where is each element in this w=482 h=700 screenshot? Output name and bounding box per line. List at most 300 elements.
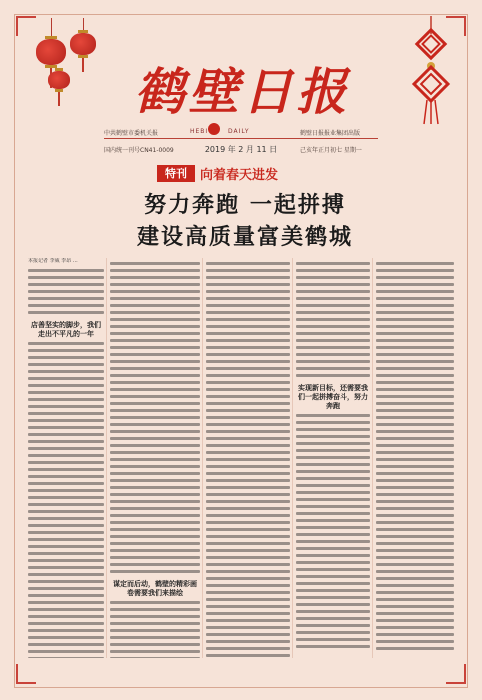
text-line: [376, 514, 454, 517]
text-line: [28, 475, 104, 478]
text-line: [296, 491, 370, 494]
text-line: [28, 304, 104, 307]
text-line: [206, 297, 290, 300]
text-line: [376, 570, 454, 573]
text-line: [296, 318, 370, 321]
text-line: [110, 437, 200, 440]
text-line: [28, 615, 104, 618]
article-column: [110, 258, 200, 658]
text-line: [110, 500, 200, 503]
text-line: [296, 463, 370, 466]
text-line: [376, 451, 454, 454]
text-line: [206, 290, 290, 293]
text-line: [28, 594, 104, 597]
text-line: [28, 573, 104, 576]
text-line: [296, 297, 370, 300]
text-line: [28, 391, 104, 394]
text-line: [296, 262, 370, 265]
text-line: [206, 542, 290, 545]
text-line: [376, 437, 454, 440]
special-title: 向着春天进发: [200, 168, 279, 183]
text-line: [376, 416, 454, 419]
text-line: [296, 547, 370, 550]
text-line: [376, 591, 454, 594]
text-line: [206, 591, 290, 594]
text-line: [296, 442, 370, 445]
text-line: [296, 360, 370, 363]
text-line: [206, 388, 290, 391]
text-line: [296, 484, 370, 487]
chinese-knot-icon: [408, 16, 454, 126]
text-line: [206, 458, 290, 461]
text-line: [296, 505, 370, 508]
text-line: [376, 367, 454, 370]
column-divider: [292, 258, 293, 658]
text-line: [28, 531, 104, 534]
text-line: [110, 451, 200, 454]
text-line: [376, 409, 454, 412]
text-line: [28, 461, 104, 464]
text-line: [206, 493, 290, 496]
text-line: [376, 325, 454, 328]
text-line: [296, 638, 370, 641]
text-line: [110, 465, 200, 468]
text-line: [206, 276, 290, 279]
text-line: [206, 374, 290, 377]
text-line: [296, 596, 370, 599]
lunar-date: 己亥年正月初七 星期一: [300, 147, 362, 154]
text-line: [376, 290, 454, 293]
text-line: [110, 325, 200, 328]
text-line: [296, 332, 370, 335]
text-line: [376, 647, 454, 650]
text-line: [296, 269, 370, 272]
article-column: [28, 258, 104, 658]
text-line: [28, 356, 104, 359]
text-line: [296, 533, 370, 536]
text-line: [110, 430, 200, 433]
text-line: [376, 430, 454, 433]
text-line: [110, 486, 200, 489]
text-line: [28, 377, 104, 380]
text-line: [206, 479, 290, 482]
text-line: [206, 465, 290, 468]
text-line: [110, 493, 200, 496]
text-line: [376, 619, 454, 622]
text-line: [110, 570, 200, 573]
text-line: [376, 283, 454, 286]
text-line: [376, 388, 454, 391]
text-line: [28, 657, 104, 658]
article-column: [296, 258, 370, 658]
text-line: [376, 479, 454, 482]
text-line: [376, 640, 454, 643]
text-line: [296, 610, 370, 613]
text-line: [296, 290, 370, 293]
text-line: [28, 636, 104, 639]
text-line: [376, 549, 454, 552]
text-line: [206, 563, 290, 566]
text-line: [376, 563, 454, 566]
text-line: [206, 262, 290, 265]
text-line: [28, 552, 104, 555]
text-line: [296, 617, 370, 620]
text-line: [28, 496, 104, 499]
text-line: [376, 444, 454, 447]
text-line: [206, 486, 290, 489]
text-line: [28, 524, 104, 527]
text-line: [110, 650, 200, 653]
text-line: [110, 458, 200, 461]
text-line: [296, 374, 370, 377]
text-line: [28, 559, 104, 562]
text-line: [28, 566, 104, 569]
text-line: [28, 370, 104, 373]
text-line: [28, 384, 104, 387]
text-line: [110, 636, 200, 639]
text-line: [376, 276, 454, 279]
text-line: [110, 297, 200, 300]
corner-ornament: [16, 664, 36, 684]
section-subhead: 谋定而后动，鹤壁的精彩画卷需要我们来描绘: [113, 579, 197, 597]
text-line: [296, 311, 370, 314]
issn-line: 国内统一刊号CN41-0009: [104, 147, 174, 154]
text-line: [28, 349, 104, 352]
text-line: [206, 605, 290, 608]
text-line: [206, 269, 290, 272]
text-line: [110, 507, 200, 510]
lantern-icon: [70, 18, 96, 78]
text-line: [206, 353, 290, 356]
text-line: [206, 451, 290, 454]
text-line: [110, 402, 200, 405]
text-line: [376, 311, 454, 314]
text-line: [296, 367, 370, 370]
text-line: [110, 290, 200, 293]
text-line: [376, 395, 454, 398]
text-line: [28, 433, 104, 436]
text-line: [296, 554, 370, 557]
text-line: [296, 414, 370, 417]
text-line: [296, 304, 370, 307]
text-line: [110, 339, 200, 342]
text-line: [28, 608, 104, 611]
text-line: [206, 423, 290, 426]
column-divider: [106, 258, 107, 658]
text-line: [296, 477, 370, 480]
text-line: [28, 510, 104, 513]
text-line: [28, 412, 104, 415]
text-line: [206, 570, 290, 573]
text-line: [110, 283, 200, 286]
text-line: [376, 374, 454, 377]
text-line: [296, 589, 370, 592]
text-line: [296, 568, 370, 571]
corner-ornament: [16, 16, 36, 36]
text-line: [206, 346, 290, 349]
text-line: [28, 311, 104, 314]
masthead-title: 鹤壁日报: [134, 62, 351, 121]
text-line: [28, 454, 104, 457]
text-line: [296, 603, 370, 606]
article-column: [206, 258, 290, 658]
text-line: [206, 507, 290, 510]
text-line: [110, 514, 200, 517]
text-line: [376, 500, 454, 503]
text-line: [110, 276, 200, 279]
text-line: [376, 423, 454, 426]
text-line: [28, 283, 104, 286]
text-line: [110, 269, 200, 272]
text-line: [206, 325, 290, 328]
text-line: [376, 346, 454, 349]
text-line: [110, 556, 200, 559]
text-line: [296, 631, 370, 634]
column-divider: [202, 258, 203, 658]
text-line: [376, 332, 454, 335]
text-line: [376, 339, 454, 342]
text-line: [110, 318, 200, 321]
text-line: [296, 561, 370, 564]
text-line: [206, 430, 290, 433]
text-line: [376, 353, 454, 356]
text-line: [28, 538, 104, 541]
text-line: [376, 486, 454, 489]
text-line: [28, 426, 104, 429]
text-line: [296, 325, 370, 328]
text-line: [206, 416, 290, 419]
text-line: [28, 419, 104, 422]
text-line: [296, 283, 370, 286]
text-line: [206, 577, 290, 580]
text-line: [376, 262, 454, 265]
text-line: [296, 645, 370, 648]
text-line: [296, 582, 370, 585]
text-line: [28, 580, 104, 583]
text-line: [376, 605, 454, 608]
corner-ornament: [446, 664, 466, 684]
text-line: [206, 654, 290, 657]
text-line: [110, 409, 200, 412]
text-line: [28, 545, 104, 548]
text-line: [376, 535, 454, 538]
text-line: [296, 353, 370, 356]
text-line: [28, 482, 104, 485]
special-tag: 特刊: [157, 165, 195, 182]
text-line: [376, 297, 454, 300]
text-line: [296, 339, 370, 342]
text-line: [376, 465, 454, 468]
text-line: [206, 633, 290, 636]
text-line: [206, 626, 290, 629]
text-line: [376, 528, 454, 531]
text-line: [206, 514, 290, 517]
text-line: [110, 332, 200, 335]
text-line: [296, 575, 370, 578]
text-line: [28, 269, 104, 272]
column-divider: [372, 258, 373, 658]
text-line: [206, 528, 290, 531]
text-line: [110, 381, 200, 384]
text-line: [296, 421, 370, 424]
text-line: [110, 622, 200, 625]
text-line: [296, 428, 370, 431]
text-line: [206, 619, 290, 622]
text-line: [296, 540, 370, 543]
text-line: [206, 381, 290, 384]
text-line: [110, 311, 200, 314]
text-line: [28, 468, 104, 471]
lantern-icon: [48, 68, 70, 118]
text-line: [110, 416, 200, 419]
text-line: [28, 297, 104, 300]
publisher-line: 中共鹤壁市委机关报: [104, 130, 159, 137]
text-line: [376, 598, 454, 601]
text-line: [110, 360, 200, 363]
text-line: [206, 535, 290, 538]
text-line: [376, 318, 454, 321]
text-line: [110, 479, 200, 482]
text-line: [110, 472, 200, 475]
text-line: [296, 346, 370, 349]
text-line: [206, 367, 290, 370]
text-line: [296, 519, 370, 522]
text-line: [110, 262, 200, 265]
text-line: [110, 388, 200, 391]
text-line: [376, 360, 454, 363]
text-line: [28, 405, 104, 408]
text-line: [206, 395, 290, 398]
newspaper-logo-icon: [208, 123, 220, 135]
text-line: [110, 549, 200, 552]
text-line: [296, 456, 370, 459]
text-line: [376, 472, 454, 475]
text-line: [28, 342, 104, 345]
text-line: [110, 608, 200, 611]
text-line: [28, 290, 104, 293]
text-line: [110, 395, 200, 398]
text-line: [206, 444, 290, 447]
text-line: [28, 650, 104, 653]
text-line: [206, 332, 290, 335]
text-line: [206, 612, 290, 615]
text-line: [376, 381, 454, 384]
text-line: [110, 346, 200, 349]
text-line: [110, 304, 200, 307]
text-line: [206, 556, 290, 559]
text-line: [376, 458, 454, 461]
article-column: [376, 258, 454, 658]
text-line: [110, 643, 200, 646]
text-line: [28, 489, 104, 492]
text-line: [376, 304, 454, 307]
text-line: [28, 622, 104, 625]
text-line: [110, 615, 200, 618]
text-line: [110, 521, 200, 524]
text-line: [206, 339, 290, 342]
text-line: [28, 447, 104, 450]
headline-line-2: 建设高质量富美鹤城: [136, 224, 353, 250]
text-line: [376, 402, 454, 405]
issue-date: 2019 年 2 月 11 日: [204, 145, 278, 154]
text-line: [110, 444, 200, 447]
text-line: [206, 437, 290, 440]
text-line: [28, 629, 104, 632]
text-line: [296, 512, 370, 515]
text-line: [110, 601, 200, 604]
text-line: [296, 526, 370, 529]
text-line: [110, 657, 200, 658]
text-line: [110, 423, 200, 426]
text-line: [28, 440, 104, 443]
text-line: [28, 503, 104, 506]
text-line: [110, 367, 200, 370]
text-line: [28, 398, 104, 401]
text-line: [376, 584, 454, 587]
text-line: [296, 276, 370, 279]
text-line: [296, 470, 370, 473]
text-line: [206, 472, 290, 475]
text-line: [28, 587, 104, 590]
text-line: [110, 542, 200, 545]
text-line: [206, 521, 290, 524]
text-line: [110, 528, 200, 531]
section-subhead: 店善坚实的脚步，我们走出不平凡的一年: [31, 320, 101, 338]
text-line: [296, 449, 370, 452]
text-line: [376, 269, 454, 272]
masthead-pinyin-right: DAILY: [228, 128, 250, 135]
text-line: [110, 535, 200, 538]
text-line: [376, 612, 454, 615]
text-line: [376, 633, 454, 636]
text-line: [296, 624, 370, 627]
text-line: [28, 643, 104, 646]
text-line: [206, 640, 290, 643]
text-line: [376, 556, 454, 559]
publisher-line: 鹤壁日报报业集团出版: [300, 130, 361, 137]
text-line: [206, 584, 290, 587]
text-line: [206, 500, 290, 503]
text-line: [296, 435, 370, 438]
text-line: [206, 304, 290, 307]
text-line: [110, 353, 200, 356]
text-line: [376, 542, 454, 545]
section-subhead: 实现新目标，还需要我们一起拼搏奋斗，努力奔跑: [298, 383, 368, 410]
masthead-rule: [104, 138, 378, 139]
text-line: [206, 360, 290, 363]
text-line: [206, 549, 290, 552]
text-line: [376, 507, 454, 510]
text-line: [28, 276, 104, 279]
text-line: [376, 521, 454, 524]
text-line: [206, 647, 290, 650]
text-line: [206, 402, 290, 405]
text-line: [376, 493, 454, 496]
text-line: [28, 601, 104, 604]
text-line: [206, 318, 290, 321]
text-line: [376, 577, 454, 580]
headline-line-1: 努力奔跑 一起拼搏: [144, 192, 346, 218]
text-line: [28, 517, 104, 520]
text-line: [206, 311, 290, 314]
text-line: [110, 629, 200, 632]
text-line: [206, 283, 290, 286]
text-line: [110, 563, 200, 566]
text-line: [296, 498, 370, 501]
masthead-pinyin-left: HEBI: [190, 128, 209, 135]
text-line: [28, 363, 104, 366]
text-line: [206, 409, 290, 412]
